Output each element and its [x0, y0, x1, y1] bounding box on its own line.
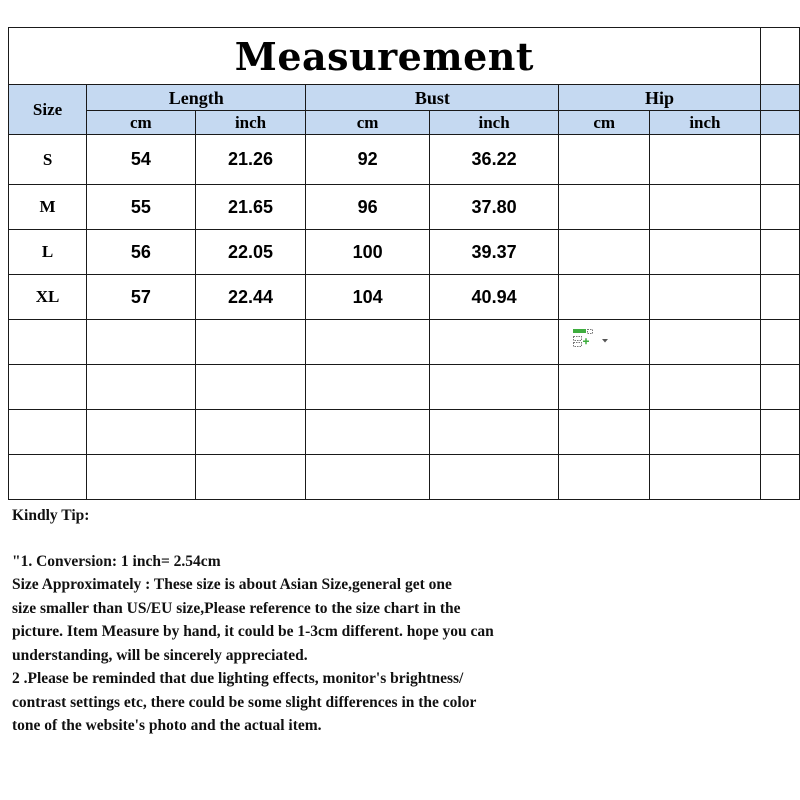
hip-cm-cell[interactable]: [559, 135, 650, 185]
table-row: [9, 185, 800, 230]
size-cell: M: [9, 185, 87, 230]
hip-inch-cell[interactable]: [650, 230, 761, 275]
hip-cm-cell[interactable]: [559, 230, 650, 275]
length-cm-cell: 54: [87, 135, 195, 185]
hip-inch-cell[interactable]: [650, 135, 761, 185]
tip-line: understanding, will be sincerely appreciated.: [12, 646, 308, 664]
length-inch-cell: 22.44: [195, 275, 306, 320]
empty-cell[interactable]: [760, 320, 799, 365]
tip-line: picture. Item Measure by hand, it could be 1-3cm different. hope you can: [12, 623, 494, 640]
header-bust: Bust: [306, 85, 559, 111]
empty-cell[interactable]: [306, 455, 429, 500]
empty-cell[interactable]: [760, 28, 799, 85]
empty-cell[interactable]: [429, 455, 559, 500]
empty-row: [9, 365, 800, 410]
empty-cell[interactable]: [760, 455, 799, 500]
paste-options-icon: [572, 327, 612, 351]
bust-inch-cell: 36.22: [429, 135, 559, 185]
empty-cell[interactable]: [87, 320, 195, 365]
bust-inch-cell: 39.37: [429, 230, 559, 275]
bust-cm-cell: 100: [306, 230, 429, 275]
tip-line: contrast settings etc, there could be some slight differences in the color: [12, 693, 477, 711]
chevron-down-icon: [602, 339, 608, 343]
empty-cell[interactable]: [429, 365, 559, 410]
length-inch-cell: 22.05: [195, 230, 306, 275]
empty-cell[interactable]: [760, 230, 799, 275]
table-row: [9, 135, 800, 185]
empty-cell[interactable]: [650, 365, 761, 410]
empty-cell[interactable]: [429, 410, 559, 455]
empty-cell[interactable]: [559, 410, 650, 455]
empty-row: [9, 320, 800, 365]
empty-cell[interactable]: [650, 320, 761, 365]
empty-cell[interactable]: [195, 320, 306, 365]
empty-cell[interactable]: [559, 365, 650, 410]
empty-cell[interactable]: [760, 275, 799, 320]
length-cm-cell: 56: [87, 230, 195, 275]
empty-cell[interactable]: [9, 320, 87, 365]
empty-cell[interactable]: [195, 410, 306, 455]
empty-cell[interactable]: [559, 455, 650, 500]
length-cm-cell: 55: [87, 185, 195, 230]
tips-heading: Kindly Tip:: [12, 507, 90, 524]
size-cell: S: [9, 135, 87, 185]
subheader-hip-cm: cm: [559, 111, 650, 135]
measurement-table: [8, 27, 800, 500]
bust-cm-cell: 104: [306, 275, 429, 320]
length-inch-cell: 21.65: [195, 185, 306, 230]
empty-cell[interactable]: [306, 365, 429, 410]
tip-line: tone of the website's photo and the actual item.: [12, 717, 322, 734]
empty-cell[interactable]: [760, 365, 799, 410]
empty-cell[interactable]: [650, 410, 761, 455]
empty-row: [9, 455, 800, 500]
header-size: Size: [9, 85, 87, 135]
empty-cell[interactable]: [9, 410, 87, 455]
length-inch-cell: 21.26: [195, 135, 306, 185]
tip-line: "1. Conversion: 1 inch= 2.54cm: [12, 552, 221, 570]
paste-options-button[interactable]: [572, 327, 612, 351]
empty-cell[interactable]: [760, 410, 799, 455]
empty-cell[interactable]: [195, 455, 306, 500]
header-extra: [760, 85, 799, 111]
tip-line: size smaller than US/EU size,Please reference to the size chart in the: [12, 599, 461, 617]
empty-cell[interactable]: [760, 185, 799, 230]
hip-cm-cell[interactable]: [559, 275, 650, 320]
empty-cell[interactable]: [306, 410, 429, 455]
length-cm-cell: 57: [87, 275, 195, 320]
empty-cell[interactable]: [87, 365, 195, 410]
empty-cell[interactable]: [195, 365, 306, 410]
empty-cell[interactable]: [9, 455, 87, 500]
tip-line: Size Approximately : These size is about Asian Size,general get one: [12, 576, 452, 593]
bust-inch-cell: 37.80: [429, 185, 559, 230]
header-length: Length: [87, 85, 306, 111]
empty-cell[interactable]: [760, 135, 799, 185]
bust-cm-cell: 92: [306, 135, 429, 185]
empty-row: [9, 410, 800, 455]
bust-cm-cell: 96: [306, 185, 429, 230]
size-cell: L: [9, 230, 87, 275]
empty-cell[interactable]: [429, 320, 559, 365]
subheader-bust-inch: inch: [429, 111, 559, 135]
page-title: Measurement: [9, 28, 761, 85]
hip-inch-cell[interactable]: [650, 275, 761, 320]
empty-cell[interactable]: [9, 365, 87, 410]
table-row: [9, 275, 800, 320]
bust-inch-cell: 40.94: [429, 275, 559, 320]
subheader-hip-inch: inch: [650, 111, 761, 135]
subheader-length-cm: cm: [87, 111, 195, 135]
table-row: [9, 230, 800, 275]
subheader-extra: [760, 111, 799, 135]
header-hip: Hip: [559, 85, 760, 111]
subheader-length-inch: inch: [195, 111, 306, 135]
empty-cell[interactable]: [87, 455, 195, 500]
empty-cell[interactable]: [650, 455, 761, 500]
empty-cell[interactable]: [306, 320, 429, 365]
hip-inch-cell[interactable]: [650, 185, 761, 230]
kindly-tip-notes: [12, 504, 572, 738]
empty-cell[interactable]: [87, 410, 195, 455]
subheader-bust-cm: cm: [306, 111, 429, 135]
size-cell: XL: [9, 275, 87, 320]
tip-line: 2 .Please be reminded that due lighting effects, monitor's brightness/: [12, 670, 464, 687]
hip-cm-cell[interactable]: [559, 185, 650, 230]
